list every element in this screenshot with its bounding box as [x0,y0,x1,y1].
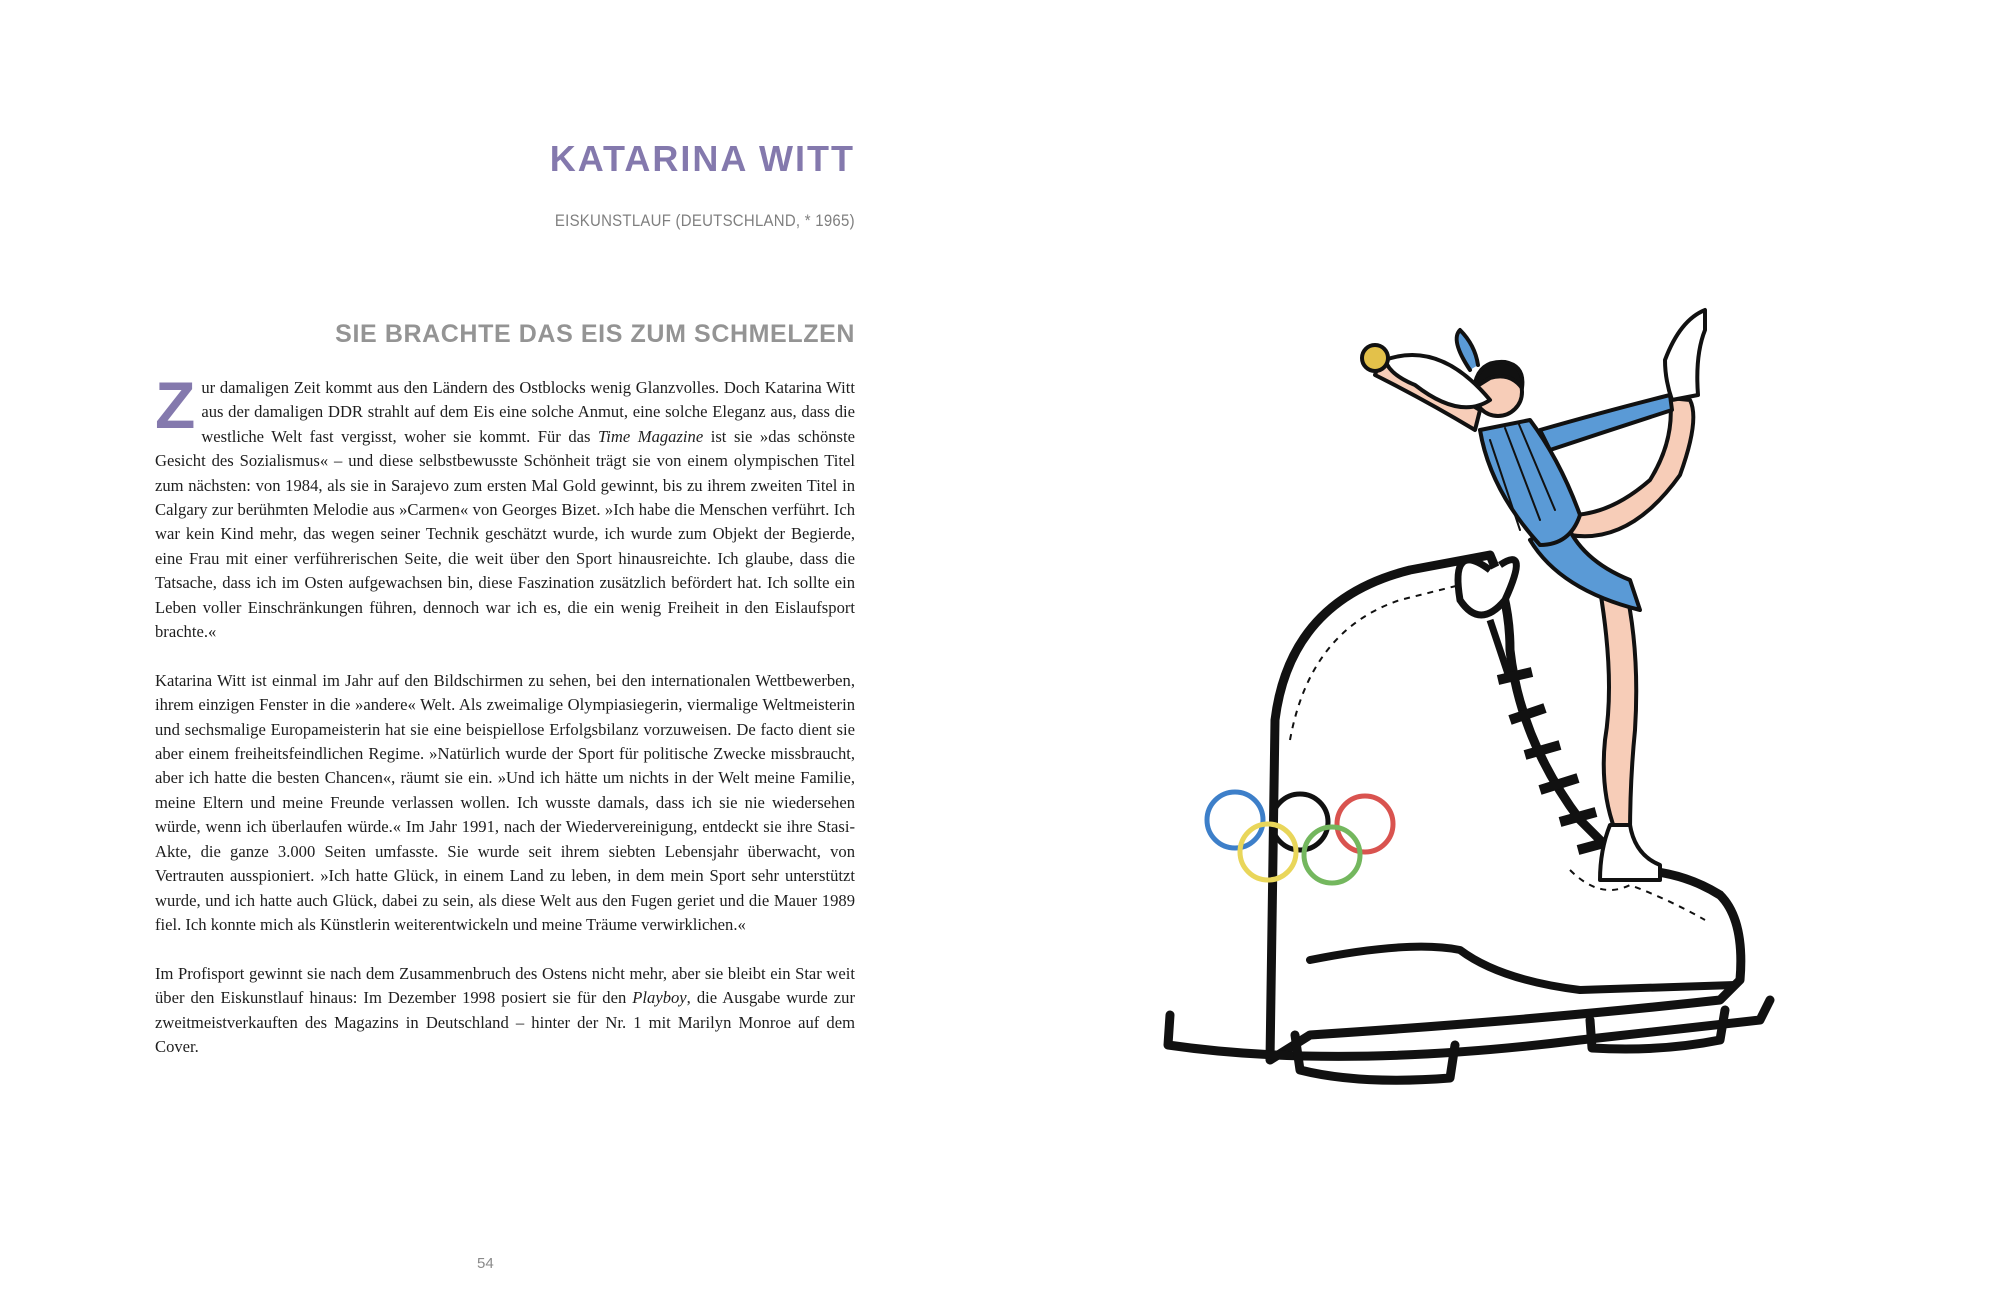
paragraph-3-part-a: Im Profisport gewinnt sie nach dem Zusammenbruch des Ostens nicht mehr, aber sie bleibt ein Star weit über den Eiskunstlauf hinaus: Im Dezember 1998 posiert sie für den [155,963,855,1008]
page-subtitle: EISKUNSTLAUF (DEUTSCHLAND, * 1965) [555,211,855,230]
page-title: KATARINA WITT [549,138,855,179]
paragraph-3 [155,962,855,1060]
paragraph-1-part-a: ur damaligen Zeit kommt aus den Ländern des Ostblocks wenig Glanzvolles. Doch Katarina Witt aus der damaligen DDR strahlt auf dem Eis eine solche Anmut, eine solche Eleganz aus, dass die westliche Welt fast vergisst, woher sie kommt. Für das [201,378,855,446]
paragraph-2: Katarina Witt ist einmal im Jahr auf den Bildschirmen zu sehen, bei den internationalen Wettbewerben, ihrem einzigen Fenster in die »andere« Welt. Als zweimalige Olympiasiegerin, viermalige Weltmeisterin und sechsmalige Europameisterin hat sie eine beispiellose Erfolgsbilanz vorzuweisen. De facto dient sie aber einem freiheitsfeindlichen Regime. »Natürlich wurde der Sport für politische Zwecke missbraucht, aber ich hatte die besten Chancen«, räumt sie ein. »Und ich hätte um nichts in der Welt meine Familie, meine Eltern und meine Freunde verlassen wollen. Ich wusste damals, dass ich sie nie wiedersehen würde, wenn ich überlaufen würde.« Im Jahr 1991, nach der Wiedervereinigung, entdeckt sie ihre Stasi-Akte, die ganze 3.000 Seiten umfasste. Sie wurde seit ihrem siebten Lebensjahr überwacht, von Vertrauten ausspioniert. »Ich hatte Glück, in einem Land zu leben, in dem mein Sport sehr unterstützt wurde, und ich hatte auch Glück, dabei zu sein, als diese Welt aus den Fugen geriet und die Mauer 1989 fiel. Ich konnte mich als Künstlerin weiterentwickeln und meine Träume verwirklichen.« [155,670,855,934]
section-heading: SIE BRACHTE DAS EIS ZUM SCHMELZEN [335,320,855,348]
skater-raised-boot [1665,310,1705,400]
paragraph-1 [155,368,855,644]
body-text [155,368,855,1084]
skater-ribbon [1457,330,1478,370]
left-page [155,0,855,1316]
skater-boot [1600,825,1660,880]
figure-skater-illustration [1160,300,1780,1090]
paragraph-3-part-b: , die Ausgabe wurde zur zweitmeistverkauften des Magazins in Deutschland – hinter der Nr. 1 mit Marilyn Monroe auf dem Cover. [155,988,855,1056]
paragraph-1-part-b: ist sie »das schönste Gesicht des Sozialismus« – und diese selbstbewusste Schönheit trägt sie von einem olympischen Titel zum nächsten: von 1984, als sie in Sarajevo zum ersten Mal Gold gewinnt, bis zu ihrem zweiten Titel in Calgary zur berühmten Melodie aus »Carmen« von Georges Bizet. »Ich habe die Menschen verführt. Ich war kein Kind mehr, das wegen seiner Technik geschätzt wurde, ich wurde zum Objekt der Begierde, eine Frau mit einer verführerischen Seite, die weit über den Sport hinausreichte. Ich glaube, dass die Tatsache, dass ich im Osten aufgewachsen bin, diese Faszination zusätzlich befördert hat. Ich sollte ein Leben voller Einschränkungen führen, dennoch war ich es, die ein wenig Freiheit in den Eislaufsport brachte.« [155,426,855,642]
skater-leg [1600,585,1636,835]
ring-blue [1207,792,1263,848]
magazine-title: Time Magazine [597,426,704,446]
drop-cap: Z [155,368,196,442]
skater-arm-right [1540,395,1672,450]
magazine-name: Playboy [632,988,687,1008]
gold-medal [1362,345,1388,371]
page-number: 54 [477,1255,494,1272]
